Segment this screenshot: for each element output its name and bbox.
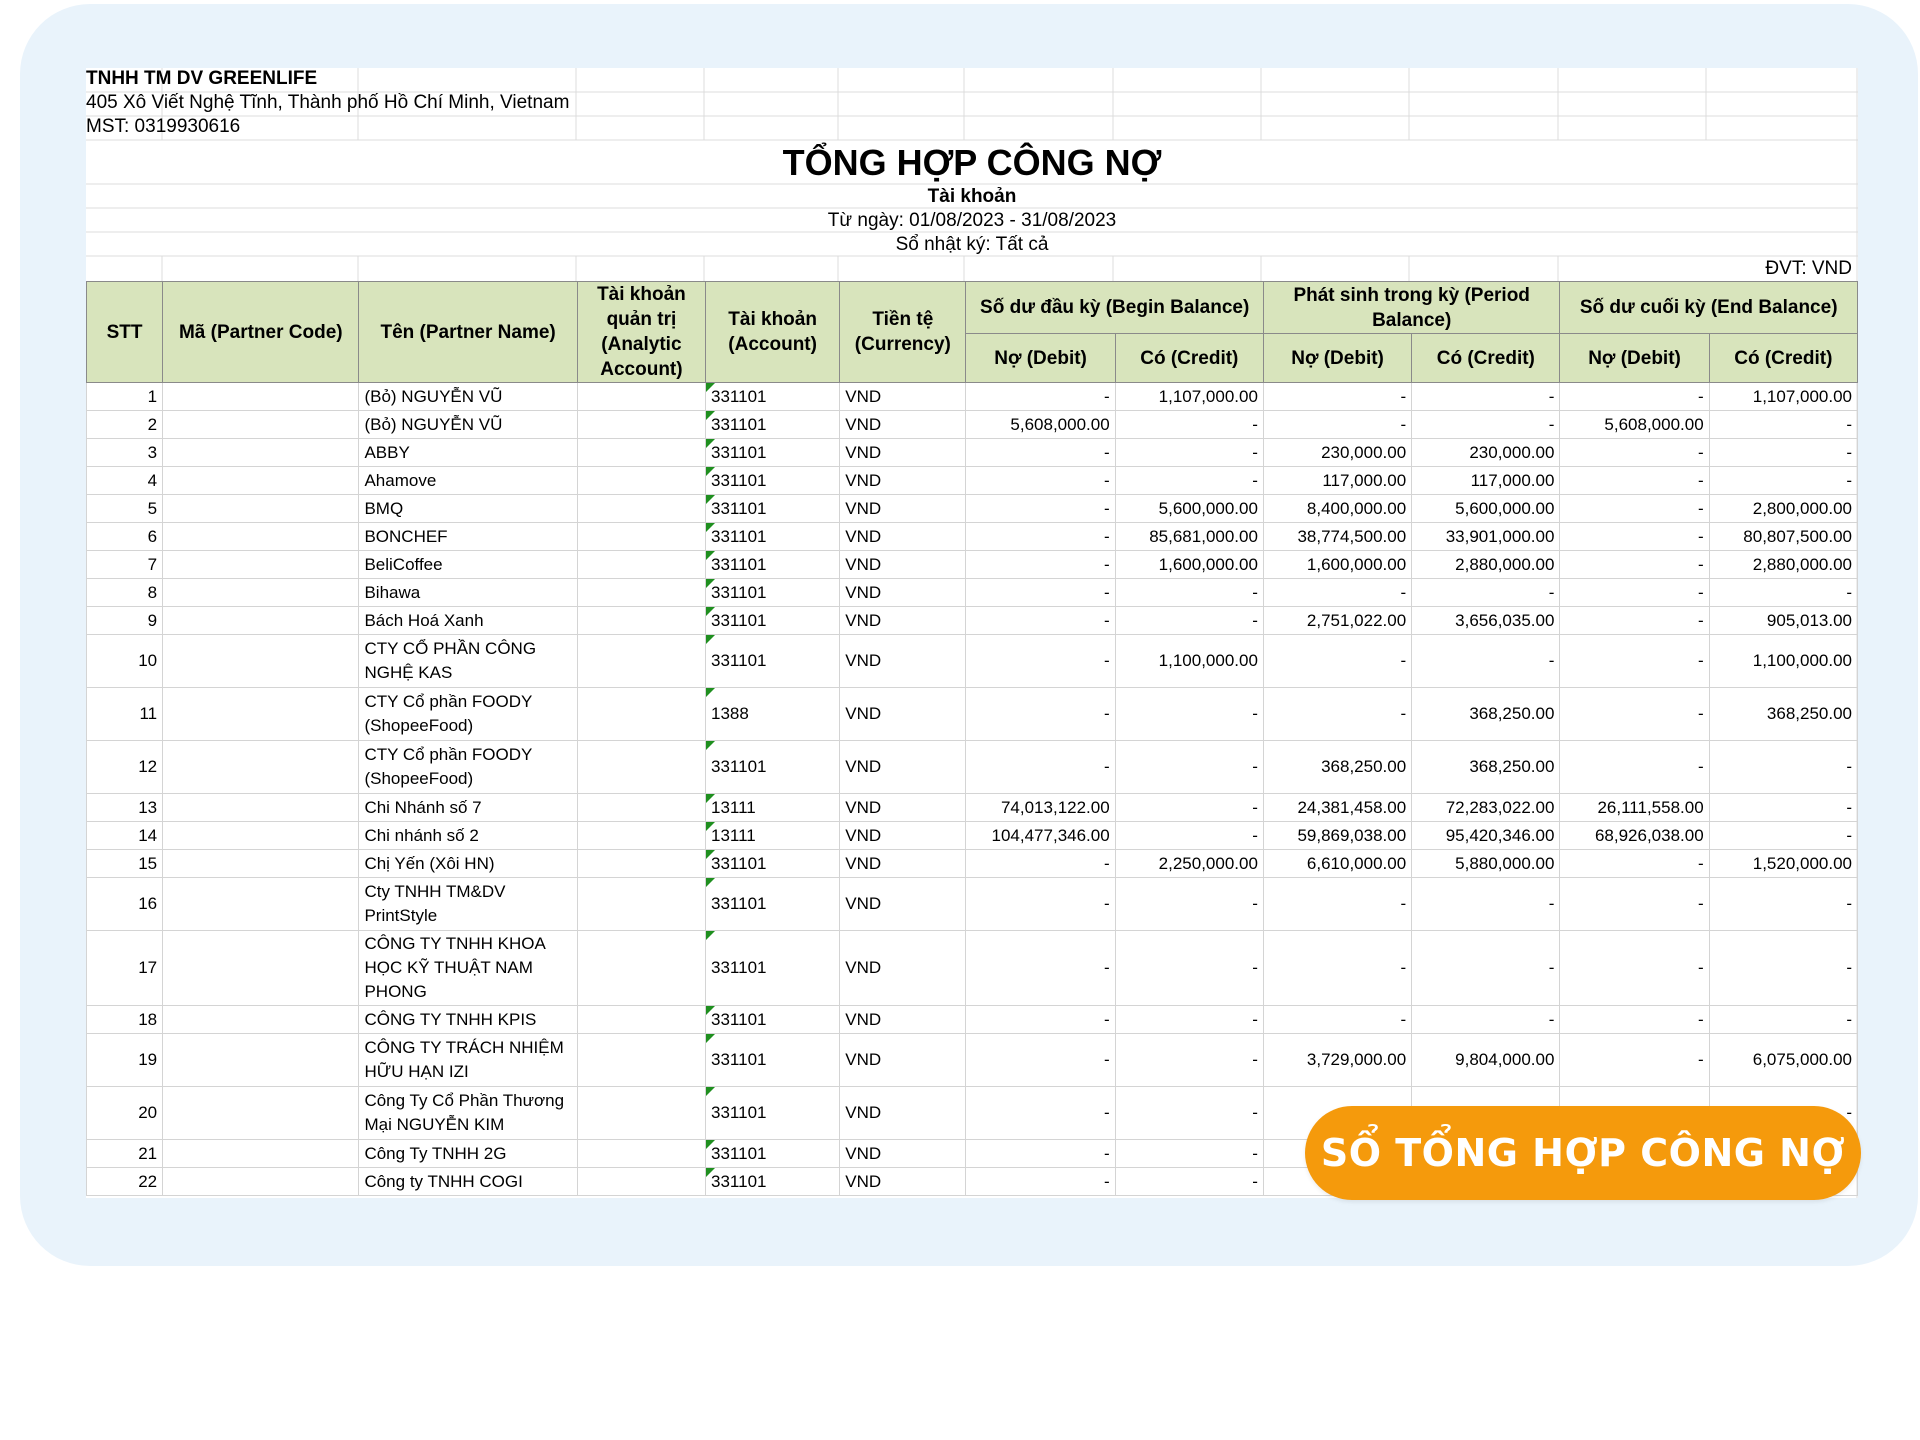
report-unit: ĐVT: VND [1765, 258, 1852, 279]
row-stt: 16 [87, 878, 163, 931]
row-partner-code [163, 523, 359, 551]
row-partner-code [163, 822, 359, 850]
row-currency: VND [840, 741, 966, 794]
row-account: 331101 [706, 741, 840, 794]
row-begin-debit: - [966, 607, 1115, 635]
col-header-partner-name: Tên (Partner Name) [359, 282, 577, 383]
row-period-credit: 368,250.00 [1412, 741, 1560, 794]
row-begin-debit: - [966, 688, 1115, 741]
col-header-begin-balance: Số dư đầu kỳ (Begin Balance) [966, 282, 1264, 334]
col-header-stt: STT [87, 282, 163, 383]
row-analytic-account [577, 635, 705, 688]
row-currency: VND [840, 635, 966, 688]
table-row [87, 523, 1858, 551]
row-begin-credit: - [1115, 1006, 1263, 1034]
row-period-credit: - [1412, 878, 1560, 931]
row-analytic-account [577, 850, 705, 878]
row-period-credit: - [1412, 383, 1560, 411]
row-partner-name: Cty TNHH TM&DV PrintStyle [359, 878, 577, 931]
row-end-debit: - [1560, 741, 1709, 794]
row-account: 331101 [706, 1087, 840, 1140]
row-period-debit: - [1263, 383, 1411, 411]
row-period-credit: - [1412, 579, 1560, 607]
col-header-end-debit: Nợ (Debit) [1560, 334, 1709, 383]
table-row [87, 931, 1858, 1006]
row-begin-credit: - [1115, 607, 1263, 635]
col-header-begin-debit: Nợ (Debit) [966, 334, 1115, 383]
table-row [87, 467, 1858, 495]
row-end-debit: - [1560, 383, 1709, 411]
row-begin-credit: 1,107,000.00 [1115, 383, 1263, 411]
row-partner-code [163, 878, 359, 931]
row-period-credit: 5,600,000.00 [1412, 495, 1560, 523]
row-partner-code [163, 1006, 359, 1034]
col-header-currency: Tiền tệ (Currency) [840, 282, 966, 383]
row-begin-credit: - [1115, 411, 1263, 439]
row-stt: 22 [87, 1168, 163, 1196]
row-account: 331101 [706, 523, 840, 551]
row-period-credit: 9,804,000.00 [1412, 1034, 1560, 1087]
row-end-debit: - [1560, 495, 1709, 523]
row-end-debit: - [1560, 1034, 1709, 1087]
table-row [87, 794, 1858, 822]
row-analytic-account [577, 607, 705, 635]
row-partner-code [163, 1168, 359, 1196]
row-currency: VND [840, 383, 966, 411]
col-header-period-credit: Có (Credit) [1412, 334, 1560, 383]
row-stt: 20 [87, 1087, 163, 1140]
row-stt: 18 [87, 1006, 163, 1034]
row-end-credit: 2,800,000.00 [1709, 495, 1857, 523]
row-account: 331101 [706, 635, 840, 688]
row-currency: VND [840, 523, 966, 551]
row-end-credit: 6,075,000.00 [1709, 1034, 1857, 1087]
row-currency: VND [840, 878, 966, 931]
table-row [87, 741, 1858, 794]
row-partner-name: Chi nhánh số 2 [359, 822, 577, 850]
table-row [87, 495, 1858, 523]
row-end-credit: - [1709, 931, 1857, 1006]
row-partner-name: Bách Hoá Xanh [359, 607, 577, 635]
col-header-partner-code: Mã (Partner Code) [163, 282, 359, 383]
row-partner-code [163, 850, 359, 878]
row-analytic-account [577, 822, 705, 850]
row-currency: VND [840, 822, 966, 850]
row-stt: 15 [87, 850, 163, 878]
row-currency: VND [840, 688, 966, 741]
row-partner-name: ABBY [359, 439, 577, 467]
row-currency: VND [840, 439, 966, 467]
report-period: Từ ngày: 01/08/2023 - 31/08/2023 [827, 210, 1117, 231]
row-period-credit: - [1412, 931, 1560, 1006]
row-currency: VND [840, 1034, 966, 1087]
row-begin-credit: - [1115, 1140, 1263, 1168]
row-stt: 6 [87, 523, 163, 551]
col-header-analytic-account: Tài khoản quản trị (Analytic Account) [577, 282, 705, 383]
row-stt: 1 [87, 383, 163, 411]
row-period-debit: - [1263, 411, 1411, 439]
row-partner-name: Công ty TNHH COGI [359, 1168, 577, 1196]
row-currency: VND [840, 794, 966, 822]
row-currency: VND [840, 579, 966, 607]
table-body [87, 383, 1858, 1196]
row-period-credit: 95,420,346.00 [1412, 822, 1560, 850]
row-begin-credit: 1,100,000.00 [1115, 635, 1263, 688]
row-begin-debit: 104,477,346.00 [966, 822, 1115, 850]
row-analytic-account [577, 688, 705, 741]
row-stt: 21 [87, 1140, 163, 1168]
row-begin-credit: 1,600,000.00 [1115, 551, 1263, 579]
col-header-account: Tài khoản (Account) [706, 282, 840, 383]
row-partner-name: CTY CỔ PHẦN CÔNG NGHỆ KAS [359, 635, 577, 688]
table-row [87, 607, 1858, 635]
row-period-credit: - [1412, 1006, 1560, 1034]
row-begin-debit: - [966, 1168, 1115, 1196]
row-end-debit: 5,608,000.00 [1560, 411, 1709, 439]
row-account: 331101 [706, 1140, 840, 1168]
row-analytic-account [577, 931, 705, 1006]
row-currency: VND [840, 411, 966, 439]
row-begin-credit: 85,681,000.00 [1115, 523, 1263, 551]
report-title: TỔNG HỢP CÔNG NỢ [782, 142, 1162, 183]
row-end-debit: - [1560, 635, 1709, 688]
row-currency: VND [840, 551, 966, 579]
row-end-debit: - [1560, 439, 1709, 467]
row-begin-credit: - [1115, 688, 1263, 741]
row-end-credit: 368,250.00 [1709, 688, 1857, 741]
row-period-debit: 38,774,500.00 [1263, 523, 1411, 551]
row-analytic-account [577, 1034, 705, 1087]
col-header-begin-credit: Có (Credit) [1115, 334, 1263, 383]
row-stt: 9 [87, 607, 163, 635]
row-end-credit: 1,107,000.00 [1709, 383, 1857, 411]
row-period-credit: - [1412, 411, 1560, 439]
row-account: 331101 [706, 850, 840, 878]
row-begin-debit: - [966, 878, 1115, 931]
row-begin-credit: 5,600,000.00 [1115, 495, 1263, 523]
row-period-credit: 72,283,022.00 [1412, 794, 1560, 822]
row-account: 331101 [706, 411, 840, 439]
row-period-debit: 59,869,038.00 [1263, 822, 1411, 850]
row-period-debit: 1,600,000.00 [1263, 551, 1411, 579]
row-account: 331101 [706, 579, 840, 607]
row-account: 1388 [706, 688, 840, 741]
table-row [87, 1034, 1858, 1087]
row-period-credit: 2,880,000.00 [1412, 551, 1560, 579]
row-end-credit: - [1709, 741, 1857, 794]
company-name: TNHH TM DV GREENLIFE [86, 68, 318, 89]
row-partner-code [163, 931, 359, 1006]
row-currency: VND [840, 467, 966, 495]
row-analytic-account [577, 495, 705, 523]
row-account: 331101 [706, 1168, 840, 1196]
row-end-debit: - [1560, 523, 1709, 551]
row-partner-code [163, 688, 359, 741]
row-begin-credit: 2,250,000.00 [1115, 850, 1263, 878]
row-currency: VND [840, 931, 966, 1006]
row-end-credit: - [1709, 467, 1857, 495]
row-stt: 13 [87, 794, 163, 822]
row-begin-credit: - [1115, 878, 1263, 931]
row-currency: VND [840, 1087, 966, 1140]
row-end-debit: 26,111,558.00 [1560, 794, 1709, 822]
row-begin-credit: - [1115, 579, 1263, 607]
row-begin-credit: - [1115, 439, 1263, 467]
row-currency: VND [840, 1006, 966, 1034]
row-analytic-account [577, 878, 705, 931]
row-begin-debit: - [966, 1034, 1115, 1087]
row-begin-credit: - [1115, 741, 1263, 794]
row-stt: 17 [87, 931, 163, 1006]
row-period-debit: - [1263, 688, 1411, 741]
row-period-credit: 33,901,000.00 [1412, 523, 1560, 551]
row-currency: VND [840, 1140, 966, 1168]
row-period-credit: 368,250.00 [1412, 688, 1560, 741]
row-partner-code [163, 635, 359, 688]
row-end-credit: - [1709, 878, 1857, 931]
row-analytic-account [577, 1140, 705, 1168]
row-stt: 10 [87, 635, 163, 688]
row-end-debit: - [1560, 607, 1709, 635]
row-end-credit: - [1709, 1006, 1857, 1034]
row-end-debit: - [1560, 1006, 1709, 1034]
row-begin-debit: - [966, 1140, 1115, 1168]
row-analytic-account [577, 579, 705, 607]
spreadsheet [86, 68, 1858, 1198]
row-partner-code [163, 1140, 359, 1168]
row-begin-debit: 74,013,122.00 [966, 794, 1115, 822]
table-row [87, 1006, 1858, 1034]
row-partner-name: Chị Yến (Xôi HN) [359, 850, 577, 878]
row-partner-name: CÔNG TY TNHH KHOA HỌC KỸ THUẬT NAM PHONG [359, 931, 577, 1006]
row-period-debit: 230,000.00 [1263, 439, 1411, 467]
row-partner-name: BONCHEF [359, 523, 577, 551]
row-account: 331101 [706, 439, 840, 467]
row-begin-debit: - [966, 850, 1115, 878]
row-begin-debit: - [966, 579, 1115, 607]
row-partner-name: Chi Nhánh số 7 [359, 794, 577, 822]
row-analytic-account [577, 1087, 705, 1140]
row-partner-code [163, 794, 359, 822]
row-end-credit: - [1709, 794, 1857, 822]
row-begin-debit: - [966, 551, 1115, 579]
row-begin-credit: - [1115, 467, 1263, 495]
table-row [87, 383, 1858, 411]
row-account: 331101 [706, 931, 840, 1006]
debt-summary-table [86, 281, 1858, 1196]
row-partner-code [163, 579, 359, 607]
row-end-credit: 80,807,500.00 [1709, 523, 1857, 551]
row-end-debit: - [1560, 850, 1709, 878]
col-header-period-debit: Nợ (Debit) [1263, 334, 1411, 383]
row-account: 331101 [706, 383, 840, 411]
row-begin-debit: - [966, 523, 1115, 551]
row-period-debit: 24,381,458.00 [1263, 794, 1411, 822]
row-partner-name: CÔNG TY TRÁCH NHIỆM HỮU HẠN IZI [359, 1034, 577, 1087]
row-begin-debit: - [966, 467, 1115, 495]
row-stt: 14 [87, 822, 163, 850]
table-row [87, 411, 1858, 439]
row-account: 331101 [706, 495, 840, 523]
row-partner-name: Bihawa [359, 579, 577, 607]
row-partner-code [163, 1087, 359, 1140]
report-account-label: Tài khoản [927, 186, 1017, 207]
row-analytic-account [577, 741, 705, 794]
row-partner-code [163, 551, 359, 579]
row-end-credit: 905,013.00 [1709, 607, 1857, 635]
row-begin-credit: - [1115, 1168, 1263, 1196]
row-begin-credit: - [1115, 1087, 1263, 1140]
row-analytic-account [577, 551, 705, 579]
row-stt: 2 [87, 411, 163, 439]
row-partner-code [163, 607, 359, 635]
row-begin-credit: - [1115, 822, 1263, 850]
row-analytic-account [577, 1006, 705, 1034]
row-analytic-account [577, 383, 705, 411]
row-begin-debit: 5,608,000.00 [966, 411, 1115, 439]
row-currency: VND [840, 850, 966, 878]
row-begin-debit: - [966, 635, 1115, 688]
row-account: 331101 [706, 551, 840, 579]
row-end-debit: - [1560, 931, 1709, 1006]
table-row [87, 579, 1858, 607]
row-stt: 11 [87, 688, 163, 741]
row-account: 331101 [706, 607, 840, 635]
row-analytic-account [577, 1168, 705, 1196]
row-analytic-account [577, 523, 705, 551]
row-currency: VND [840, 1168, 966, 1196]
row-analytic-account [577, 411, 705, 439]
row-period-debit: 2,751,022.00 [1263, 607, 1411, 635]
company-tax-code: MST: 0319930616 [86, 116, 241, 137]
row-period-debit: 3,729,000.00 [1263, 1034, 1411, 1087]
company-address: 405 Xô Viết Nghệ Tĩnh, Thành phố Hồ Chí Minh, Vietnam [86, 92, 570, 113]
row-end-credit: 1,520,000.00 [1709, 850, 1857, 878]
row-begin-credit: - [1115, 794, 1263, 822]
col-header-end-balance: Số dư cuối kỳ (End Balance) [1560, 282, 1858, 334]
row-end-debit: - [1560, 688, 1709, 741]
row-account: 13111 [706, 822, 840, 850]
row-end-debit: - [1560, 551, 1709, 579]
row-begin-debit: - [966, 741, 1115, 794]
table-row [87, 635, 1858, 688]
row-stt: 8 [87, 579, 163, 607]
row-period-credit: - [1412, 635, 1560, 688]
row-period-debit: 6,610,000.00 [1263, 850, 1411, 878]
row-end-debit: - [1560, 579, 1709, 607]
row-begin-debit: - [966, 439, 1115, 467]
row-end-debit: - [1560, 467, 1709, 495]
row-partner-name: (Bỏ) NGUYỄN VŨ [359, 411, 577, 439]
row-stt: 3 [87, 439, 163, 467]
row-partner-name: CTY Cổ phần FOODY (ShopeeFood) [359, 688, 577, 741]
row-partner-code [163, 383, 359, 411]
table-row [87, 878, 1858, 931]
row-stt: 5 [87, 495, 163, 523]
row-period-debit: 368,250.00 [1263, 741, 1411, 794]
row-begin-debit: - [966, 383, 1115, 411]
row-partner-code [163, 467, 359, 495]
row-currency: VND [840, 607, 966, 635]
row-partner-code [163, 411, 359, 439]
row-partner-code [163, 1034, 359, 1087]
row-end-credit: - [1709, 1087, 1857, 1140]
row-period-credit: 5,880,000.00 [1412, 850, 1560, 878]
row-partner-name: BMQ [359, 495, 577, 523]
row-end-credit: 2,880,000.00 [1709, 551, 1857, 579]
row-period-debit: - [1263, 878, 1411, 931]
row-period-credit: 117,000.00 [1412, 467, 1560, 495]
row-begin-debit: - [966, 1006, 1115, 1034]
row-period-credit: 3,656,035.00 [1412, 607, 1560, 635]
row-end-credit: - [1709, 411, 1857, 439]
row-analytic-account [577, 439, 705, 467]
row-begin-credit: - [1115, 931, 1263, 1006]
row-end-debit: 68,926,038.00 [1560, 822, 1709, 850]
row-period-debit: - [1263, 931, 1411, 1006]
row-account: 331101 [706, 1006, 840, 1034]
row-partner-code [163, 439, 359, 467]
row-currency: VND [840, 495, 966, 523]
row-partner-name: CÔNG TY TNHH KPIS [359, 1006, 577, 1034]
row-end-credit: - [1709, 579, 1857, 607]
row-begin-debit: - [966, 1087, 1115, 1140]
row-stt: 7 [87, 551, 163, 579]
row-partner-code [163, 741, 359, 794]
table-row [87, 551, 1858, 579]
row-end-debit: - [1560, 878, 1709, 931]
row-begin-credit: - [1115, 1034, 1263, 1087]
row-period-debit: - [1263, 635, 1411, 688]
row-partner-name: CTY Cổ phần FOODY (ShopeeFood) [359, 741, 577, 794]
row-partner-code [163, 495, 359, 523]
row-stt: 19 [87, 1034, 163, 1087]
row-account: 13111 [706, 794, 840, 822]
row-begin-debit: - [966, 931, 1115, 1006]
row-period-credit: 230,000.00 [1412, 439, 1560, 467]
row-partner-name: BeliCoffee [359, 551, 577, 579]
row-period-debit: 8,400,000.00 [1263, 495, 1411, 523]
col-header-end-credit: Có (Credit) [1709, 334, 1857, 383]
row-end-credit: - [1709, 822, 1857, 850]
row-partner-name: Công Ty Cổ Phần Thương Mại NGUYỄN KIM [359, 1087, 577, 1140]
table-row [87, 822, 1858, 850]
row-period-debit: 117,000.00 [1263, 467, 1411, 495]
table-row [87, 688, 1858, 741]
table-row [87, 439, 1858, 467]
report-type-badge[interactable]: SỔ TỔNG HỢP CÔNG NỢ [1305, 1106, 1861, 1200]
row-begin-debit: - [966, 495, 1115, 523]
row-period-debit: - [1263, 579, 1411, 607]
table-row [87, 850, 1858, 878]
row-account: 331101 [706, 878, 840, 931]
row-stt: 4 [87, 467, 163, 495]
report-journal: Sổ nhật ký: Tất cả [895, 234, 1049, 255]
row-analytic-account [577, 467, 705, 495]
row-account: 331101 [706, 1034, 840, 1087]
col-header-period-balance: Phát sinh trong kỳ (Period Balance) [1263, 282, 1559, 334]
row-partner-name: (Bỏ) NGUYỄN VŨ [359, 383, 577, 411]
row-partner-name: Công Ty TNHH 2G [359, 1140, 577, 1168]
row-stt: 12 [87, 741, 163, 794]
row-account: 331101 [706, 467, 840, 495]
row-analytic-account [577, 794, 705, 822]
row-end-credit: 1,100,000.00 [1709, 635, 1857, 688]
row-period-debit: - [1263, 1006, 1411, 1034]
row-end-credit: - [1709, 439, 1857, 467]
row-partner-name: Ahamove [359, 467, 577, 495]
